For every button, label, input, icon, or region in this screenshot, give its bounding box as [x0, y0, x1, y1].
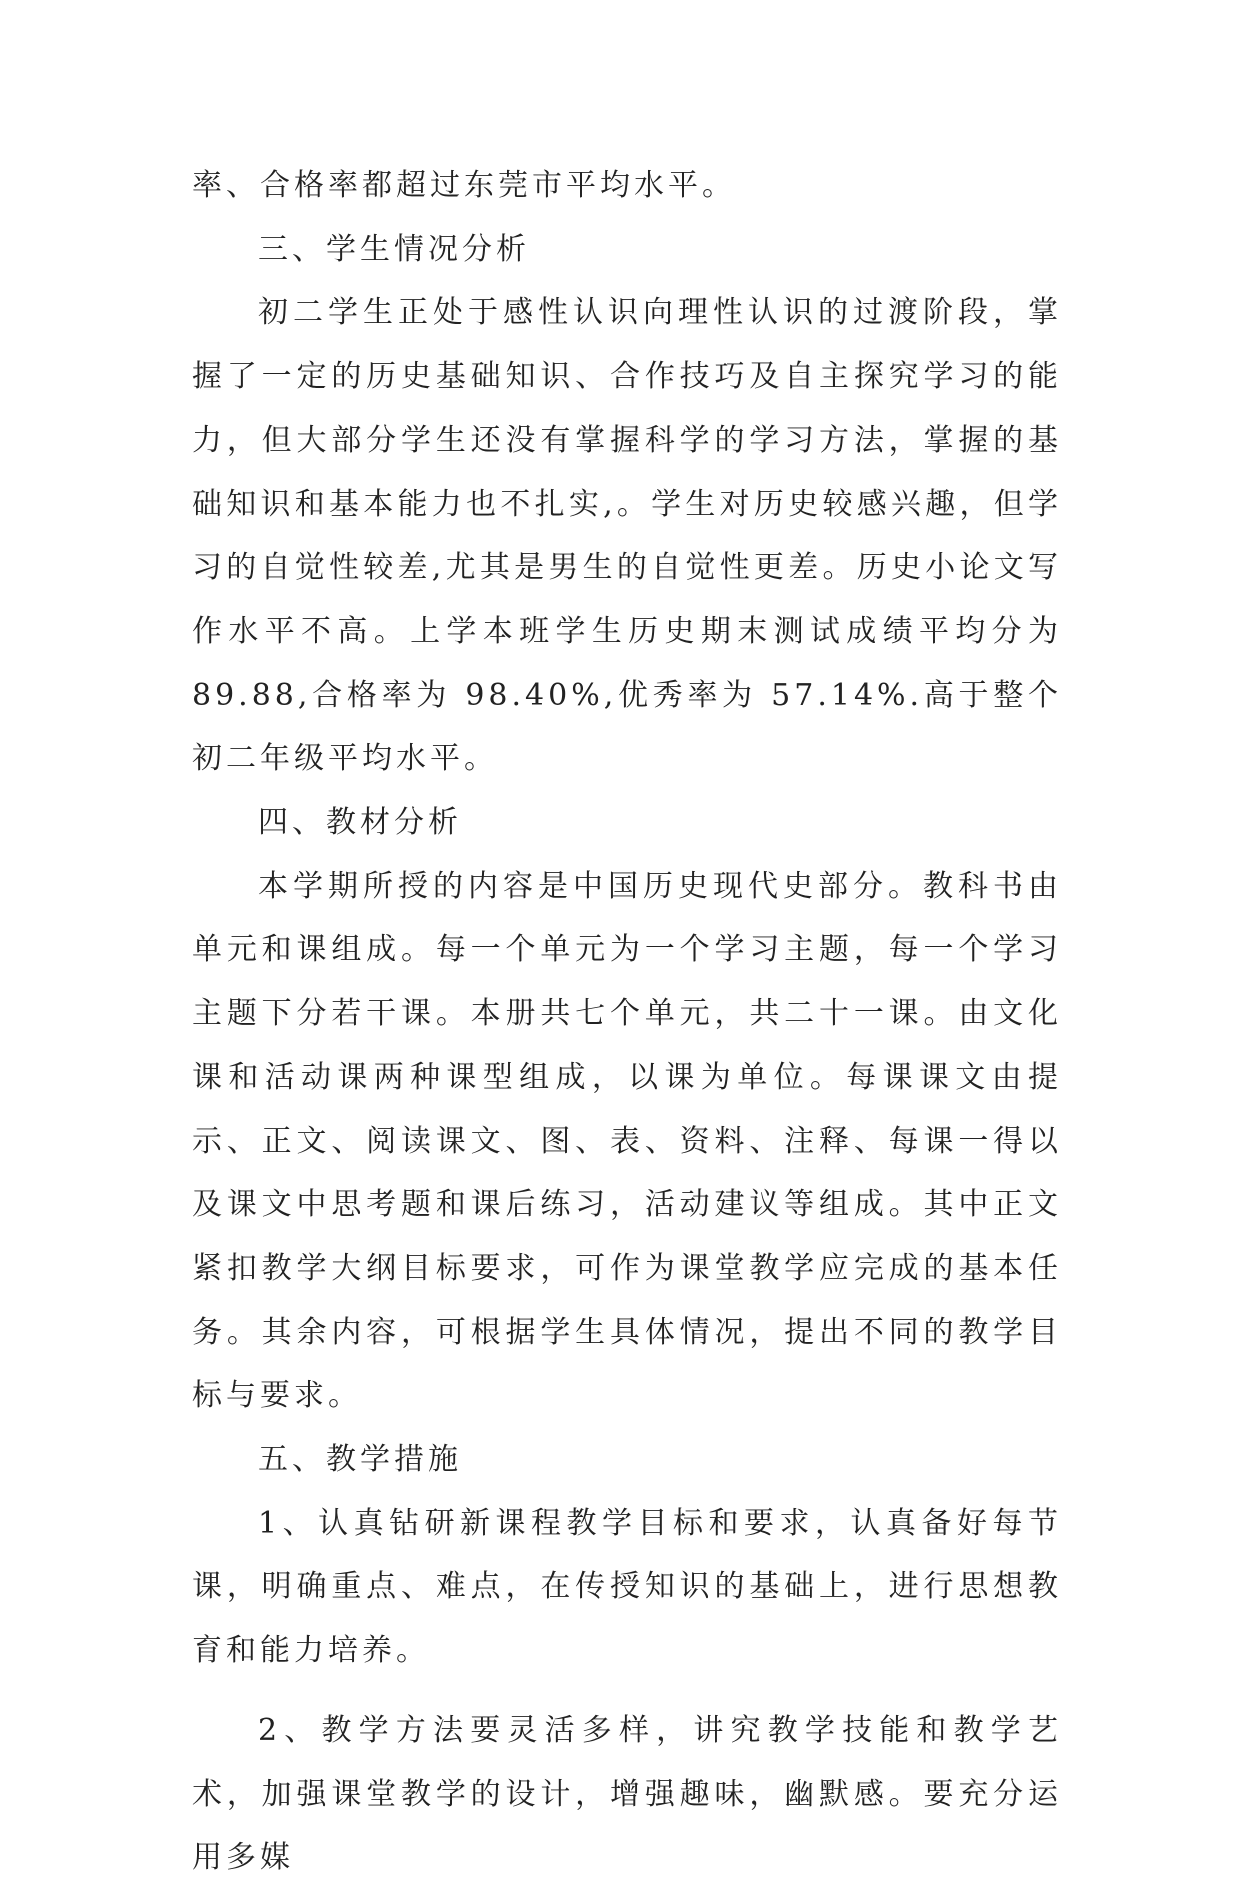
paragraph-measure-1: 1、认真钻研新课程教学目标和要求，认真备好每节课，明确重点、难点，在传授知识的基础上，进行思想教育和能力培养。	[192, 1505, 1062, 1669]
paragraph-measure-2: 2、教学方法要灵活多样，讲究教学技能和教学艺术，加强课堂教学的设计，增强趣味，幽默感。要充分运用多媒	[192, 1712, 1062, 1876]
section-heading-textbook-analysis: 四、教材分析	[258, 805, 462, 841]
paragraph-continuation: 率、合格率都超过东莞市平均水平。	[192, 168, 736, 203]
paragraph-student-analysis: 初二学生正处于感性认识向理性认识的过渡阶段，掌握了一定的历史基础知识、合作技巧及自主探究学习的能力，但大部分学生还没有掌握科学的学习方法，掌握的基础知识和基本能力也不扎实,。学生对历史较感兴趣，但学习的自觉性较差,尤其是男生的自觉性更差。历史小论文写作水平不高。上学本班学生历史期末测试成绩平均分为 89.88,合格率为 98.40%,优秀率为 57.14%.高于整个初二年级平均水平。	[192, 295, 1062, 777]
document-body	[192, 154, 1062, 1890]
section-heading-teaching-measures: 五、教学措施	[258, 1442, 462, 1478]
paragraph-textbook-analysis: 本学期所授的内容是中国历史现代史部分。教科书由单元和课组成。每一个单元为一个学习主题，每一个学习主题下分若干课。本册共七个单元，共二十一课。由文化课和活动课两种课型组成，以课为单位。每课课文由提示、正文、阅读课文、图、表、资料、注释、每课一得以及课文中思考题和课后练习，活动建议等组成。其中正文紧扣教学大纲目标要求，可作为课堂教学应完成的基本任务。其余内容，可根据学生具体情况，提出不同的教学目标与要求。	[192, 868, 1062, 1414]
section-heading-student-analysis: 三、学生情况分析	[258, 231, 530, 267]
